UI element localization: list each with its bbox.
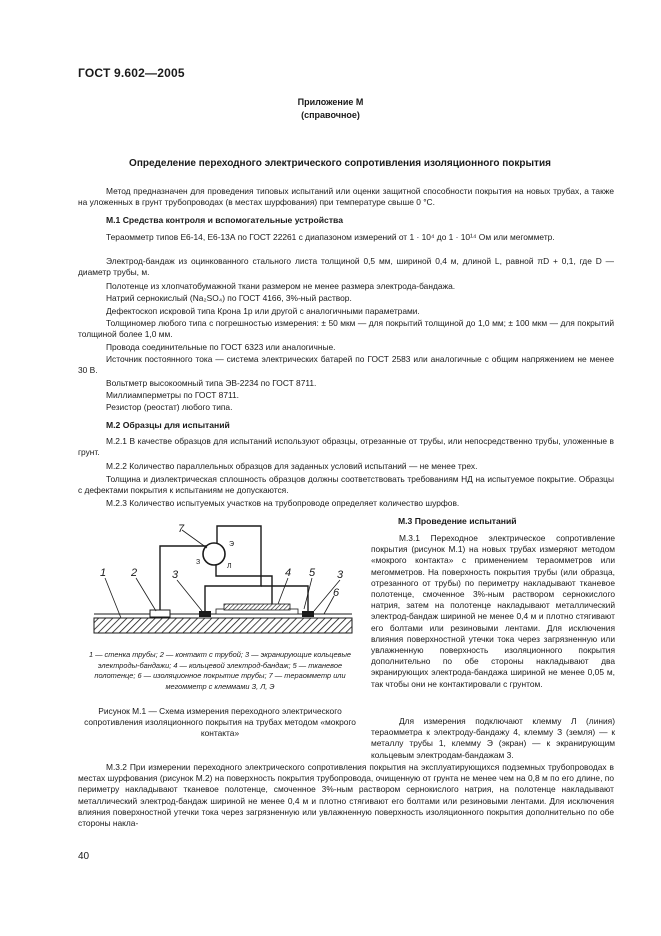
figure-m1-diagram — [78, 518, 363, 648]
meter-terminal-l: Л — [227, 563, 232, 570]
m31b-paragraph: Для измерения подключают клемму Л (линия) тераомметра к электроду-бандажу 4, клемму З (земля) — к металлу трубы 1, клемму Э (экран) — к экранирующим кольцевым электродам-бандажам 3. — [371, 716, 615, 760]
meter-terminal-z: З — [196, 559, 201, 566]
appendix-subtitle: (справочное) — [301, 110, 360, 120]
m31-paragraph: М.3.1 Переходное электрическое сопротивление покрытия (рисунок М.1) на новых трубах измеряют методом «мокрого контакта» с применением тераомметров или мегомметров. На поверхность покрытия трубы (или образца, отрезанного от трубы) по периметру накладывают тканевое полотенце, смоченное 3%-ным раствором сернокислого натрия, затем на полотенце накладывают металлический электрод-бандаж шириной не менее 0,4 м и плотно стягивают его болтами или резиновыми лентами. Для исключения влияния поверхностной утечки тока через загрязненную или увлажненную поверхность изоляционного покрытия дополнительно по обе стороны накладывают два экранирующих электрода-бандажа шириной не менее 0,05 м, так чтобы они не контактировали с грунтом. — [371, 533, 615, 689]
m1-item-7: Провода соединительные по ГОСТ 6323 или аналогичные. — [106, 342, 336, 352]
m2-item-2: М.2.2 Количество параллельных образцов для заданных условий испытаний — не менее трех. — [106, 461, 478, 471]
section-m3-heading: М.3 Проведение испытаний — [398, 516, 517, 526]
pipe-contact — [150, 610, 170, 617]
fig-label-3b: 3 — [337, 569, 344, 581]
figure-caption: Рисунок М.1 — Схема измерения переходного электрического сопротивления изоляционного покрытия на трубах методом «мокрого контакта» — [84, 706, 356, 739]
guard-electrode-left — [199, 611, 211, 617]
section-m1-heading: М.1 Средства контроля и вспомогательные устройства — [106, 215, 343, 225]
guard-electrode-right — [302, 611, 314, 617]
page-title: Определение переходного электрического сопротивления изоляционного покрытия — [129, 158, 551, 169]
m1-item-8: Источник постоянного тока — система электрических батарей по ГОСТ 2583 или аналогичные с общим напряжением не менее 30 В. — [78, 354, 614, 376]
fig-label-7: 7 — [178, 523, 185, 535]
m1-item-1: Тераомметр типов Е6-14, Е6-13А по ГОСТ 22261 с диапазоном измерений от 1 · 10⁴ до 1 · 10¹⁴ Ом или мегомметр. — [106, 232, 555, 242]
m2-item-4: М.2.3 Количество испытуемых участков на трубопроводе определяет количество шурфов. — [106, 498, 460, 508]
document-header: ГОСТ 9.602—2005 — [78, 66, 185, 80]
fig-label-5: 5 — [309, 567, 316, 579]
meter-terminal-e: Э — [229, 541, 235, 548]
fig-label-3a: 3 — [172, 569, 179, 581]
intro-paragraph: Метод предназначен для проведения типовых испытаний или оценки защитной способности покрытия на новых трубах, а также на уложенных в грунт трубопроводах (в местах шурфования) при температуре свыше 0 °С. — [78, 186, 614, 208]
m2-item-1: М.2.1 В качестве образцов для испытаний используют образцы, отрезанные от трубы, или непосредственно трубы, уложенные в грунт. — [78, 436, 614, 458]
fig-label-1: 1 — [100, 567, 107, 579]
figure-legend: 1 — стенка трубы; 2 — контакт с трубой; 3 — экранирующие кольцевые электроды-бандажи; 4 — кольцевой электрод-бандаж; 5 — тканевое полотенце; 6 — изоляционное покрытие трубы; 7 — тераомметр или мегомметр с клеммами З, Л, Э — [88, 650, 352, 691]
section-m2-heading: М.2 Образцы для испытаний — [106, 420, 230, 430]
m1-item-11: Резистор (реостат) любого типа. — [106, 402, 233, 412]
m1-item-4: Натрий сернокислый (Na₂SO₄) по ГОСТ 4166, 3%-ный раствор. — [106, 293, 352, 303]
fig-label-2: 2 — [131, 567, 138, 579]
m32-paragraph: М.3.2 При измерении переходного электрического сопротивления покрытия на эксплуатирующихся подземных трубопроводах в местах шурфования (рисунок М.2) на поверхность покрытия трубопровода, очищенную от грунта не менее чем на 0,8 м по его длине, по периметру накладывают тканевое полотенце, смоченное 3%-ным раствором сернокислого натрия, на полотенце накладывают металлический электрод-бандаж шириной не менее 0,4 м и плотно стягивают его болтами или резиновыми лентами. Для исключения влияния поверхностной утечки тока через загрязненную или увлажненную поверхность изоляционного покрытия дополнительно по обе стороны накла- — [78, 762, 614, 829]
page-number: 40 — [78, 851, 90, 862]
m1-item-3: Полотенце из хлопчатобумажной ткани размером не менее размера электрода-бандажа. — [106, 281, 456, 291]
appendix-title: Приложение М — [297, 97, 364, 107]
m1-item-6: Толщиномер любого типа с погрешностью измерения: ± 50 мкм — для покрытий толщиной до 1,0 мм; ± 100 мкм — для покрытий толщиной более 1,0 мм. — [78, 318, 614, 340]
m2-item-3: Толщина и диэлектрическая сплошность образцов должны соответствовать требованиям НД на испытуемое покрытие. Образцы с дефектами покрытия к испытаниям не допускаются. — [78, 474, 614, 496]
fig-label-6: 6 — [333, 587, 340, 599]
pipe-wall — [94, 618, 352, 633]
band-electrode — [224, 604, 290, 610]
m1-item-10: Миллиамперметры по ГОСТ 8711. — [106, 390, 239, 400]
m1-item-5: Дефектоскоп искровой типа Крона 1р или другой с аналогичными параметрами. — [106, 306, 420, 316]
m1-item-9: Вольтметр высокоомный типа ЭВ-2234 по ГОСТ 8711. — [106, 378, 317, 388]
m1-item-2: Электрод-бандаж из оцинкованного стального листа толщиной 0,5 мм, шириной 0,4 м, длиной L, равной πD + 0,1, где D — диаметр трубы, м. — [78, 256, 614, 278]
fig-label-4: 4 — [285, 567, 292, 579]
